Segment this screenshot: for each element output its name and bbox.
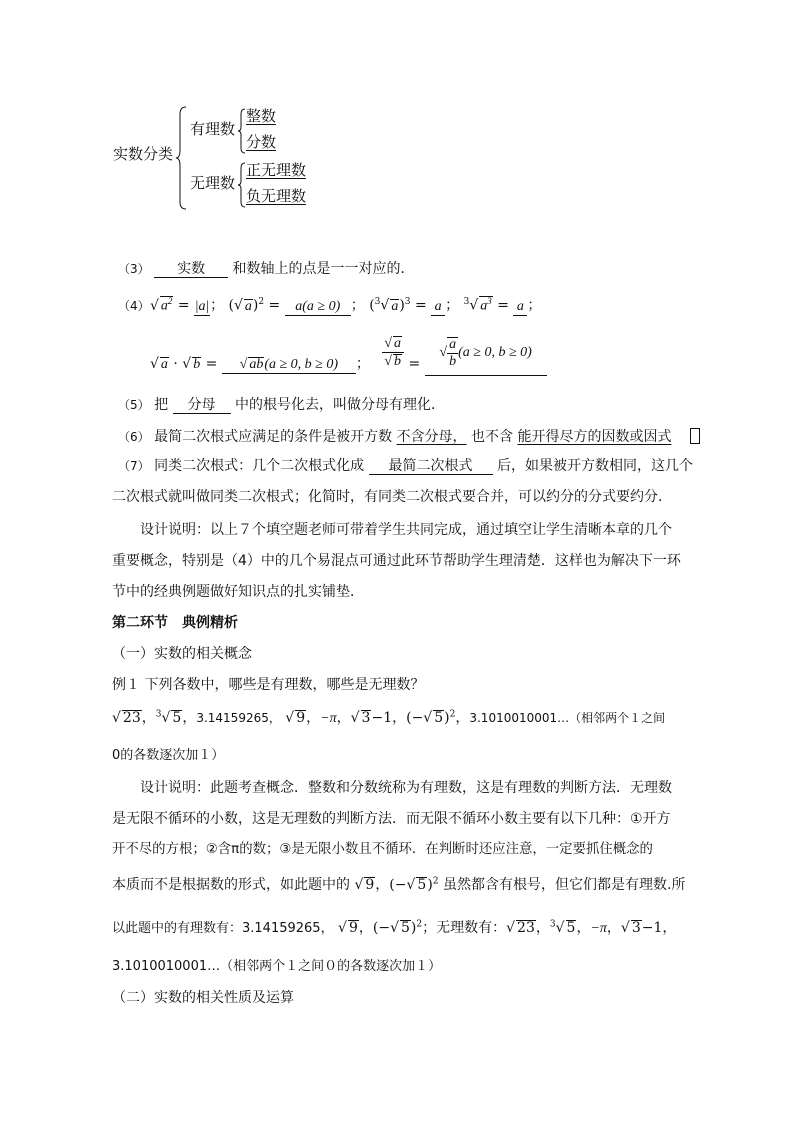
example-1-numbers: √ 23，$^3$√ 5，3.14159265， √ 9，−π，√ 3−1，(−√ 5)$^2$，3.1010010001…（相邻两个１之间: [112, 709, 666, 726]
classification-irrational: 无理数: [190, 174, 236, 192]
example-1-prompt: 例１ 下列各数中，哪些是有理数，哪些是无理数？: [112, 677, 425, 693]
item-5-pre: 把: [154, 397, 169, 413]
classification-rational: 有理数: [190, 120, 236, 138]
classification-brace-main: [176, 106, 188, 210]
design-note-2-line4-pre: 本质而不是根据数的形式，如此题中的: [112, 877, 350, 893]
item-5: [118, 398, 445, 414]
design-note-2-line4: 本质而不是根据数的形式，如此题中的 √ 9，(−√ 5)$^2$ 虽然都含有根号，但它们都是有理数.所: [112, 876, 686, 893]
design-note-2-line1: 设计说明：此题考查概念．整数和分数统称为有理数，这是有理数的判断方法．无理数: [140, 780, 672, 796]
item-7-line1-end: 后，如果被开方数相同，这几个: [497, 458, 693, 474]
item-7-blank: 最简二次根式: [369, 459, 493, 475]
design-note-1-line1: 设计说明：以上７个填空题老师可带着学生共同完成，通过填空让学生清晰本章的几个: [140, 522, 672, 538]
item-5-text: 中的根号化去，叫做分母有理化．: [235, 397, 445, 413]
design-note-1-line2: 重要概念，特别是（4）中的几个易混点可通过此环节帮助学生理清楚．这样也为解决下一环: [112, 553, 681, 569]
classification-root: 实数分类: [113, 145, 174, 163]
item-6-blank-box: [690, 428, 700, 444]
design-note-2-line3: 开不尽的方根；②含π的数；③是无限小数且不循环．在判断时还应注意，一定要抓住概念的: [112, 842, 653, 857]
item-6-number: （6）: [118, 430, 150, 444]
item-4-formula-line2: √ a · √ b = √ ab(a ≥ 0, b ≥ 0) ； $\frac{√ a}{√ b}$ = √ $\frac{a}{b}$ (a ≥ 0, b ≥ 0): [150, 336, 547, 376]
item-7-number: （7）: [118, 459, 150, 473]
item-4-formula-line1: √ $a^2 = |a|$； (√ a)$^2$ = a(a ≥ 0) ； ($^3$√ a)$^3$ = a ； $^3$√ $a^3 = a$ ；: [150, 296, 542, 314]
design-note-1-line3: 节中的经典例题做好知识点的扎实铺垫．: [112, 584, 364, 600]
classification-rational-fraction: 分数: [246, 133, 277, 151]
item-6-pre: 最简二次根式应满足的条件是被开方数: [154, 429, 393, 445]
design-note-2-line5: 以此题中的有理数有：3.14159265， √ 9，(−√ 5)$^2$；无理数有：√ 23，$^3$√ 5，−π，√ 3−1，: [112, 919, 677, 936]
item-7-pre: 同类二次根式：几个二次根式化成: [154, 458, 365, 474]
item-7-line1: [118, 459, 693, 475]
design-note-2-line4-post: 虽然都含有根号，但它们都是有理数.所: [443, 877, 686, 893]
design-note-2-line5-pre: 以此题中的有理数有：3.14159265，: [112, 921, 334, 936]
classification-irrational-negative: 负无理数: [246, 187, 307, 205]
section-2-sub1: （一）实数的相关概念: [112, 646, 252, 662]
classification-irrational-positive: 正无理数: [246, 161, 307, 179]
item-3-number: （3）: [118, 262, 150, 276]
item-5-blank: 分母: [173, 398, 231, 414]
item-6-answer-2: 能开得尽方的因数或因式: [517, 429, 672, 445]
item-3: [118, 262, 415, 278]
design-note-2-line5-mid: ；无理数有：: [422, 920, 507, 936]
item-6-answer-1: 不含分母，: [396, 429, 467, 445]
example-1-line2: 0的各数逐次加１）: [112, 748, 225, 763]
section-2-sub2: （二）实数的相关性质及运算: [112, 990, 294, 1006]
item-3-text: 和数轴上的点是一一对应的．: [232, 261, 415, 277]
item-5-number: （5）: [118, 398, 150, 412]
classification-brace-rational: [238, 108, 246, 154]
classification-rational-integer: 整数: [246, 107, 277, 125]
design-note-2-line6: 3.1010010001…（相邻两个１之间０的各数逐次加１）: [112, 959, 442, 974]
classification-brace-irrational: [238, 162, 246, 208]
example-1-num-pi-decimal: 3.14159265，: [196, 711, 281, 725]
item-4-number: （4）: [118, 299, 150, 313]
item-6: [118, 428, 700, 444]
example-1-num-decimal: 3.1010010001…（相邻两个１之间: [469, 711, 666, 725]
design-note-2-line2: 是无限不循环的小数，这是无理数的判断方法．而无限不循环小数主要有以下几种：①开方: [112, 811, 671, 827]
item-6-mid: 也不含: [471, 429, 513, 445]
item-3-blank: 实数: [154, 262, 228, 278]
item-7-line2: 二次根式就叫做同类二次根式；化简时，有同类二次根式要合并，可以约分的分式要约分．: [112, 489, 672, 505]
section-2-title: 第二环节 典例精析: [112, 615, 238, 631]
